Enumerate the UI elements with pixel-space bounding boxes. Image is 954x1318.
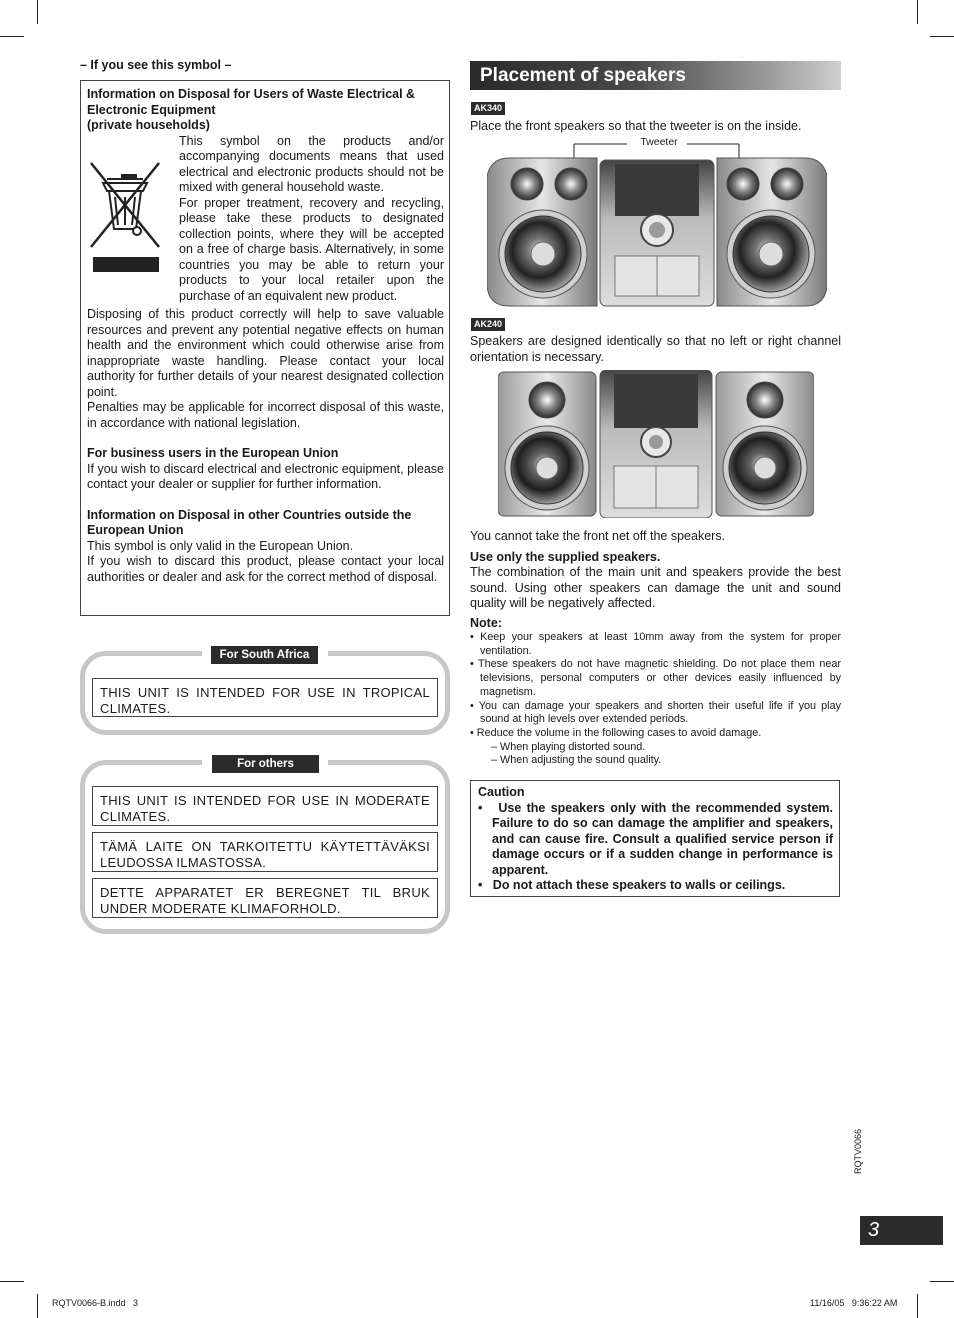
disposal-info-box (80, 80, 450, 616)
business-title: For business users in the European Union (87, 446, 339, 460)
page-number: 3 (860, 1216, 943, 1245)
disposing-text: Disposing of this product correctly will help to save valuable resources and prevent any potential negative effects on human health and the environment which could otherwise arise from inappropriate waste handling. Please contact your local authority for further details of your nearest designated collection point. (87, 307, 444, 399)
file-info: RQTV0066-B.indd 3 (52, 1298, 139, 1308)
notes-list (470, 631, 841, 768)
symbol-heading: – If you see this symbol – (80, 58, 232, 72)
treatment-text: For proper treatment, recovery and recycling, please take these products to designated collection points, where they will be accepted on a free of charge basis. Alternatively, in some countries you may be able to return your products to your local retailer upon the purchase of an equivalent new product. (179, 195, 444, 303)
moderate-climate-box: THIS UNIT IS INTENDED FOR USE IN MODERATE CLIMATES. (92, 786, 438, 826)
crop-mark (930, 36, 954, 37)
note-title: Note: (470, 616, 502, 630)
south-africa-tag: For South Africa (211, 646, 318, 664)
note-item: • These speakers do not have magnetic shielding. Do not place them near televisions, personal computers or other devices easily influenced by magnetism. (470, 658, 841, 698)
norwegian-climate-box: DETTE APPARATET ER BEREGNET TIL BRUK UNDER MODERATE KLIMAFORHOLD. (92, 878, 438, 918)
crop-mark (917, 1294, 918, 1318)
note-item: • Reduce the volume in the following cases to avoid damage. (470, 726, 762, 739)
ak240-speaker-illustration (498, 370, 814, 518)
disposal-title-line1: Information on Disposal for Users of Waste Electrical & (87, 87, 416, 101)
crop-mark (930, 1281, 954, 1282)
other-countries-title-line1: Information on Disposal in other Countries outside the (87, 507, 412, 522)
date-info: 11/16/05 9:36:22 AM (810, 1298, 898, 1308)
other-countries-title-line2: European Union (87, 523, 184, 537)
front-net-text: You cannot take the front net off the speakers. (470, 529, 726, 543)
ak240-text: Speakers are designed identically so that no left or right channel orientation is necessary. (470, 334, 841, 364)
ak240-tag: AK240 (471, 318, 505, 331)
page-title: Placement of speakers (470, 61, 841, 90)
crop-mark (37, 0, 38, 24)
business-text: If you wish to discard electrical and electronic equipment, please contact your dealer or supplier for further information. (87, 461, 444, 491)
supplied-speakers-title: Use only the supplied speakers. (470, 550, 661, 564)
note-subitem: – When playing distorted sound. (491, 740, 646, 753)
note-subitem: – When adjusting the sound quality. (491, 754, 662, 767)
finnish-climate-box: TÄMÄ LAITE ON TARKOITETTU KÄYTETTÄVÄKSI LEUDOSSA ILMASTOSSA. (92, 832, 438, 872)
other-countries-text2: If you wish to discard this product, please contact your local authorities or dealer and ask for the correct method of disposal. (87, 554, 444, 584)
ak340-tag: AK340 (471, 102, 505, 115)
disposal-title-line3: (private households) (87, 118, 210, 132)
crop-mark (37, 1294, 38, 1318)
ak340-text: Place the front speakers so that the tweeter is on the inside. (470, 119, 802, 133)
disposal-title-line2: Electronic Equipment (87, 102, 216, 117)
note-item: • Keep your speakers at least 10mm away from the system for proper ventilation. (470, 631, 841, 657)
supplied-speakers-text: The combination of the main unit and speakers provide the best sound. Using other speakers can damage the unit and sound quality will be negatively affected. (470, 565, 841, 610)
symbol-meaning-text: This symbol on the products and/or accompanying documents means that used electrical and electronic products should not be mixed with general household waste. (179, 133, 444, 194)
tweeter-label: Tweeter (632, 136, 686, 148)
caution-item: • Use the speakers only with the recommended system. Failure to do so can damage the amplifier and speakers, and can cause fire. Consult a qualified service person if damage occurs or if a sudden change in performance is apparent. (478, 800, 833, 877)
caution-title: Caution (478, 785, 525, 799)
crop-mark (0, 1281, 24, 1282)
note-item: • You can damage your speakers and shorten their useful life if you play sound at high levels over extended periods. (470, 699, 841, 726)
others-tag: For others (212, 755, 319, 773)
tropical-climate-box: THIS UNIT IS INTENDED FOR USE IN TROPICAL CLIMATES. (92, 678, 438, 717)
doc-code: RQTV0066 (853, 1128, 863, 1174)
other-countries-text1: This symbol is only valid in the European Union. (87, 538, 354, 553)
ak340-speaker-illustration (487, 136, 827, 308)
crop-mark (0, 36, 24, 37)
crop-mark (917, 0, 918, 24)
penalties-text: Penalties may be applicable for incorrect disposal of this waste, in accordance with national legislation. (87, 400, 444, 430)
caution-box (470, 780, 840, 897)
caution-item: • Do not attach these speakers to walls or ceilings. (478, 878, 786, 892)
